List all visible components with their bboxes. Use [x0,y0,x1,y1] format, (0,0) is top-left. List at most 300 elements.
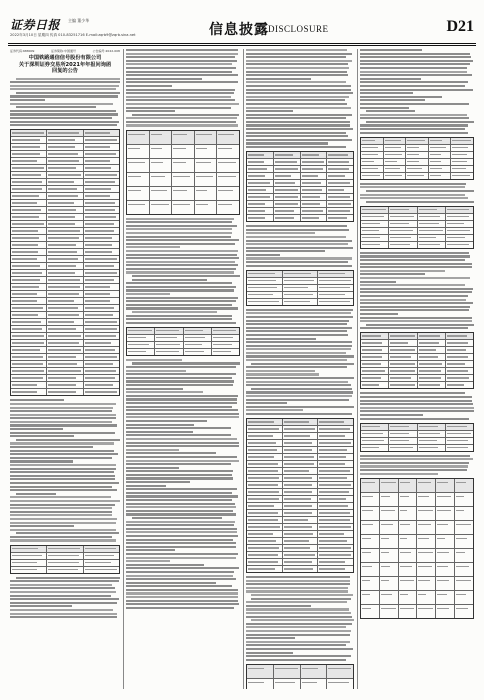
table-row [127,159,239,173]
table-cell [384,173,407,179]
body-text-line [360,96,442,98]
body-text-line [126,413,239,415]
table-cell [417,535,436,548]
table-cell [195,131,218,144]
body-text-line [126,228,232,230]
table-cell [47,256,83,262]
body-text-line [246,124,350,126]
body-text-line [126,460,239,462]
table-cell [283,531,319,537]
body-text-line [360,89,473,91]
table-row [247,187,353,194]
data-table [246,151,354,222]
table-cell [84,242,119,248]
table-cell [184,335,212,341]
body-text-line [126,124,238,126]
table-cell [417,521,436,534]
data-table [246,418,354,573]
table-cell [150,131,173,144]
table-cell [47,221,83,227]
table-cell [361,145,384,151]
table-cell [84,228,119,234]
table-cell [301,187,328,193]
body-text-line [132,517,223,519]
body-text-line [360,71,467,73]
table-cell [361,354,389,360]
table-cell [247,208,274,214]
table-row [11,291,119,298]
body-text-line [246,128,353,130]
body-text-line [126,261,235,263]
body-text-line [126,481,190,483]
table-cell [11,312,47,318]
body-text-line [246,583,350,585]
table-cell [150,187,173,200]
body-text-line [126,589,238,591]
table-row [361,375,473,382]
table-row [247,489,353,496]
body-text-line [10,591,116,593]
table-row [247,552,353,559]
body-text-line [360,462,469,464]
body-text-line [10,496,111,498]
table-cell [247,426,283,432]
table-cell [436,591,455,604]
table-row [127,201,239,214]
table-cell [455,507,473,520]
table-cell [436,535,455,548]
body-text-line [246,320,349,322]
body-text-line [246,634,350,636]
body-text-line [246,309,353,311]
table-row [361,221,473,228]
table-cell [195,187,218,200]
body-text-line [10,486,112,488]
body-text-line [246,338,316,340]
body-text-line [246,99,345,101]
table-cell [327,173,353,179]
body-text-line [251,388,352,390]
body-text-line [10,587,115,589]
table-row [361,445,473,451]
body-text-line [126,452,216,454]
table-cell [283,489,319,495]
body-text-line [126,225,237,227]
table-cell [11,221,47,227]
table-row [11,256,119,263]
body-text-line [126,232,232,234]
body-text-line [360,194,465,196]
table-cell [47,284,83,290]
table-row [361,138,473,145]
table-cell [127,131,150,144]
table-cell [361,159,384,165]
data-table [360,206,474,249]
column-3 [246,49,354,689]
table-cell [380,535,399,548]
table-cell [47,319,83,325]
table-cell [361,507,380,520]
body-text-line [10,468,116,470]
table-row [247,440,353,447]
table-cell [155,349,183,355]
table-cell [301,173,328,179]
table-cell [11,340,47,346]
body-text-line [126,63,232,65]
table-cell [389,207,417,213]
table-row [247,679,353,689]
table-cell [217,131,239,144]
table-cell [418,228,446,234]
table-row [247,194,353,201]
body-text-line [126,236,231,238]
table-row [127,145,239,159]
table-cell [361,479,380,492]
body-text-line [10,110,116,112]
table-cell [127,145,150,158]
table-cell [247,454,283,460]
table-cell [47,333,83,339]
table-cell [84,144,119,150]
body-text-line [10,489,117,491]
table-cell [212,342,239,348]
section-title-en: DISCLOSURE [268,24,329,34]
table-cell [361,438,389,444]
body-text-line [10,453,118,455]
table-row [361,145,473,152]
table-cell [389,340,417,346]
body-text-line [126,524,234,526]
body-text-line [246,384,351,386]
table-cell [301,665,328,678]
table-cell [247,159,274,165]
table-cell [361,138,384,144]
table-cell [399,549,418,562]
table-cell [318,447,353,453]
table-row [247,496,353,503]
body-text-line [246,377,354,379]
table-cell [380,577,399,590]
table-cell [446,368,473,374]
table-cell [318,496,353,502]
body-text-line [246,247,353,249]
body-text-line [10,609,113,611]
body-text-line [246,49,347,51]
table-cell [247,489,283,495]
body-text-line [10,529,116,531]
body-text-line [360,295,468,297]
body-text-line [126,373,236,375]
announcement-number: 公告编号:2022-008 [92,49,120,53]
body-text-line [126,600,238,602]
table-cell [361,333,389,339]
table-row [247,278,353,285]
table-cell [274,201,301,207]
body-text-line [126,297,238,299]
table-cell [301,208,328,214]
body-text-line [126,492,232,494]
body-text-line [10,450,114,452]
body-text-line [126,257,239,259]
table-cell [318,433,353,439]
table-cell [47,193,83,199]
table-cell [47,179,83,185]
table-cell [47,151,83,157]
table-cell [11,546,47,552]
body-text-line [360,284,465,286]
body-text-line [246,630,351,632]
table-cell [47,137,83,143]
table-cell [247,433,283,439]
table-cell [184,342,212,348]
table-cell [361,228,389,234]
body-text-line [126,103,239,105]
table-cell [361,221,389,227]
table-cell [389,333,417,339]
page-number: D21 [446,18,474,35]
body-text-line [246,107,351,109]
table-cell [84,382,119,388]
body-text-line [16,493,56,495]
table-row [127,342,239,349]
table-cell [47,375,83,381]
table-cell [327,679,353,689]
table-cell [406,152,429,158]
announcement-title: 关于深圳证券交易所2021年年报问询函 [18,61,112,68]
body-text-line [126,485,166,487]
table-cell [47,382,83,388]
body-text-line [10,580,119,582]
table-cell [247,187,274,193]
table-cell [361,375,389,381]
table-cell [283,559,319,565]
body-text-line [126,553,238,555]
body-text-line [126,495,238,497]
table-cell [247,679,274,689]
table-cell [418,445,446,451]
body-text-line [126,592,238,594]
table-cell [84,333,119,339]
table-cell [247,510,283,516]
table-cell [217,187,239,200]
body-text-line [246,576,350,578]
body-text-line [10,442,114,444]
table-row [11,263,119,270]
table-row [11,319,119,326]
table-cell [327,166,353,172]
table-cell [446,438,473,444]
table-cell [47,354,83,360]
table-cell [84,235,119,241]
table-cell [84,137,119,143]
body-text-line [126,542,236,544]
table-cell [418,347,446,353]
header-rule [8,43,476,44]
table-cell [380,507,399,520]
table-cell [11,158,47,164]
body-text-line [126,560,170,562]
body-text-line [126,402,237,404]
body-text-line [10,407,113,409]
table-row [247,215,353,221]
table-cell [247,285,283,291]
body-text-line [360,288,473,290]
table-cell [47,214,83,220]
body-text-line [10,471,114,473]
table-cell [436,493,455,506]
table-cell [327,187,353,193]
body-text-line [126,571,234,573]
table-cell [212,349,239,355]
table-row [361,361,473,368]
table-cell [361,563,380,576]
announcement-header [10,49,120,75]
body-text-line [246,587,348,589]
table-cell [11,249,47,255]
body-text-line [360,99,425,101]
table-cell [11,179,47,185]
table-cell [47,228,83,234]
body-text-line [246,406,354,408]
body-text-line [126,549,175,551]
body-text-line [126,488,237,490]
body-text-line [126,366,236,368]
table-row [11,333,119,340]
body-text-line [251,619,354,621]
body-text-line [10,424,117,426]
table-row [361,493,473,507]
body-text-line [246,132,346,134]
table-cell [11,553,47,559]
table-cell [47,242,83,248]
table-row [11,235,119,242]
body-text-line [10,85,119,87]
table-cell [247,180,274,186]
table-row [11,242,119,249]
table-cell [11,263,47,269]
table-cell [429,173,452,179]
table-cell [283,419,319,425]
body-text-line [126,503,235,505]
table-cell [380,521,399,534]
table-cell [389,382,417,388]
table-cell [247,482,283,488]
body-text-line [246,637,295,639]
body-text-line [246,71,347,73]
table-cell [318,285,353,291]
table-cell [247,166,274,172]
table-cell [11,151,47,157]
body-text-line [246,345,352,347]
body-text-line [360,270,445,272]
table-cell [11,354,47,360]
table-cell [283,510,319,516]
table-cell [318,552,353,558]
table-cell [399,577,418,590]
table-cell [84,214,119,220]
table-cell [389,431,417,437]
table-cell [318,468,353,474]
table-cell [84,305,119,311]
table-cell [172,201,195,214]
table-cell [247,152,274,158]
table-row [11,200,119,207]
body-text-line [16,577,120,579]
body-text-line [10,460,73,462]
table-cell [84,207,119,213]
table-cell [455,521,473,534]
body-text-line [126,56,235,58]
table-cell [11,256,47,262]
body-text-line [360,302,473,304]
table-cell [84,179,119,185]
table-cell [301,152,328,158]
table-cell [274,215,301,221]
body-text-line [360,85,465,87]
table-cell [47,347,83,353]
table-cell [11,347,47,353]
table-cell [127,342,155,348]
table-row [11,567,119,573]
body-text-line [360,263,472,265]
body-text-line [360,60,473,62]
table-cell [361,173,384,179]
table-cell [47,389,83,395]
table-cell [84,186,119,192]
table-row [247,159,353,166]
table-row [11,326,119,333]
table-row [361,152,473,159]
body-text-line [251,363,354,365]
body-text-line [126,271,234,273]
body-text-line [246,370,315,372]
body-text-line [126,239,239,241]
body-text-line [366,121,474,123]
body-text-line [246,135,348,137]
body-text-line [126,388,183,390]
table-cell [283,440,319,446]
table-cell [11,333,47,339]
table-cell [84,130,119,136]
table-cell [11,214,47,220]
body-text-line [10,522,116,524]
table-cell [283,426,319,432]
body-text-line [10,428,63,430]
body-text-line [126,304,232,306]
body-text-line [10,432,115,434]
table-cell [247,545,283,551]
table-cell [247,665,274,678]
table-row [11,354,119,361]
table-cell [274,194,301,200]
body-text-line [360,414,423,416]
table-cell [455,591,473,604]
table-cell [446,445,473,451]
table-row [11,249,119,256]
table-cell [247,475,283,481]
table-cell [436,563,455,576]
body-text-line [10,478,115,480]
table-row [361,563,473,577]
table-cell [399,507,418,520]
body-text-line [16,439,121,441]
table-cell [84,158,119,164]
table-cell [217,173,239,186]
table-cell [283,482,319,488]
table-row [361,207,473,214]
body-text-line [246,81,346,83]
table-row [247,285,353,292]
